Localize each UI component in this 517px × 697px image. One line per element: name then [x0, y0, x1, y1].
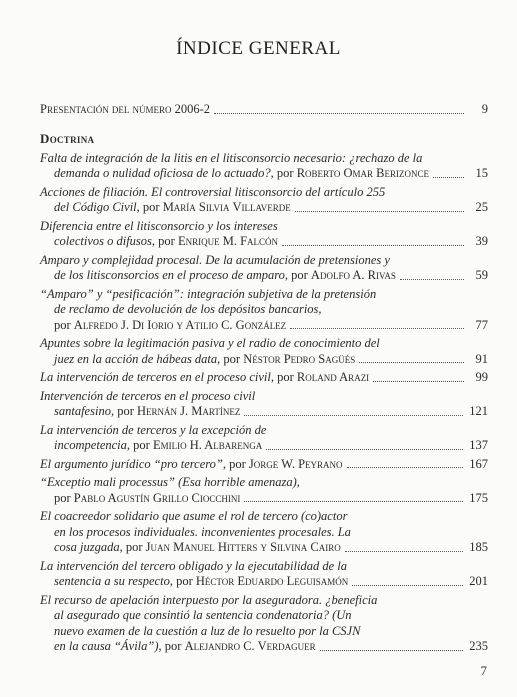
entry-authors: Néstor Pedro Sagüés: [243, 351, 356, 366]
entry-title-end: en la causa “Ávila”): [54, 639, 159, 653]
entry-last-line: [40, 318, 488, 334]
page-number: 15: [475, 166, 488, 180]
entry-title-end: El argumento jurídico “pro tercero”: [40, 456, 223, 471]
entry-title-line: La intervención del tercero obligado y la ejecutabilidad de la: [40, 558, 347, 573]
dot-leader: [266, 449, 463, 450]
entry-last-line: [40, 404, 488, 420]
toc-entry: [40, 559, 488, 590]
entry-title-end: incompetencia: [54, 438, 127, 452]
entry-authors: Jorge W. Peyrano: [248, 456, 343, 471]
page-number: 91: [475, 351, 488, 366]
page-number: 167: [469, 456, 488, 471]
entry-authors: Héctor Eduardo Leguisamón: [195, 574, 349, 588]
page-number: 9: [481, 102, 488, 116]
by-connector: , por: [119, 540, 146, 554]
entry-text: [54, 268, 396, 284]
entry-authors: María Silvia Villaverde: [162, 200, 291, 214]
entry-last-line: [40, 491, 488, 507]
entry-authors: Alfredo J. Di Iorio y Atilio C. González: [73, 317, 287, 332]
dot-leader: [373, 381, 464, 382]
page-number: 201: [469, 574, 488, 588]
entry-title-end: La intervención de terceros en el proceso civil: [40, 370, 271, 384]
entry-last-line: [40, 352, 488, 368]
toc-list: [40, 102, 488, 655]
entry-text: [54, 200, 291, 216]
entry-title-end: demanda o nulidad oficiosa de lo actuado?: [54, 166, 271, 180]
presentation-text: Presentación del número 2006-2: [40, 102, 211, 116]
toc-entry: [40, 253, 488, 284]
dot-leader: [400, 279, 464, 280]
entry-title-line: Apuntes sobre la legitimación pasiva y el radio de conocimiento del: [40, 336, 380, 350]
entry-title-line: al asegurado que consintió la sentencia condenatoria? (Un: [54, 608, 352, 622]
entry-authors: Emilio H. Albarenga: [152, 438, 263, 452]
dot-leader: [295, 211, 464, 212]
toc-entry: [40, 370, 488, 386]
page-title: ÍNDICE GENERAL: [176, 38, 341, 59]
entry-last-line: [40, 370, 488, 386]
entry-title-line: en los procesos individuales. inconvenientes procesales. La: [54, 524, 351, 539]
entry-title-line: de reclamo de devolución de los depósitos bancarios,: [54, 302, 322, 316]
by-connector: , por: [126, 438, 153, 452]
entry-last-line: [40, 574, 488, 590]
toc-entry: [40, 475, 488, 506]
toc-entry: [40, 151, 488, 182]
entry-text: [54, 438, 262, 454]
entry-title-end: de los litisconsorcios en el proceso de amparo: [54, 268, 285, 282]
entry-title-line: nuevo examen de la cuestión a luz de lo resuelto por la CSJN: [54, 623, 361, 638]
entry-authors: Adolfo A. Rivas: [310, 268, 396, 282]
entry-title-line: “Amparo” y “pesificación”: integración subjetiva de la pretensión: [40, 286, 377, 301]
by-connector: , por: [136, 200, 163, 214]
by-connector: , por: [270, 370, 297, 384]
entry-title-end: colectivos o difusos: [54, 234, 152, 248]
entry-title-line: Intervención de terceros en el proceso civil: [40, 388, 256, 403]
entry-authors: Roberto Omar Berizonce: [296, 166, 429, 180]
entry-last-line: [40, 200, 488, 216]
entry-title-end: del Código Civil: [54, 200, 137, 214]
page-number: 235: [469, 639, 488, 653]
entry-text: [54, 491, 240, 507]
entry-authors: Juan Manuel Hitters y Silvina Cairo: [145, 540, 341, 554]
entry-last-line: [40, 166, 488, 182]
entry-authors: Pablo Agustín Grillo Ciocchini: [73, 490, 241, 505]
entry-text: [40, 370, 369, 386]
toc-entry: [40, 423, 488, 454]
page-number: 39: [475, 234, 488, 248]
toc-entry: [40, 509, 488, 556]
by-connector: , por: [217, 351, 244, 366]
toc-entry: [40, 185, 488, 216]
toc-entry: [40, 593, 488, 655]
entry-authors: Roland Arazi: [296, 370, 370, 384]
dot-leader: [433, 177, 464, 178]
toc-entries: [40, 151, 488, 655]
by-connector: por: [54, 490, 74, 505]
dot-leader: [244, 501, 463, 502]
page-number: 185: [469, 540, 488, 554]
section-heading: Doctrina: [40, 130, 95, 146]
entry-authors: Alejandro C. Verdaguer: [184, 639, 316, 653]
dot-leader: [244, 415, 463, 416]
toc-entry: [40, 457, 488, 473]
entry-title-line: El recurso de apelación interpuesto por la aseguradora. ¿beneficia: [40, 592, 378, 607]
toc-presentation-row: [40, 102, 488, 118]
entry-text: [54, 318, 286, 334]
by-connector: , por: [169, 574, 196, 588]
page-number: 59: [475, 268, 488, 282]
page-number: 175: [469, 490, 488, 505]
entry-authors: Hernán J. Martínez: [137, 404, 241, 418]
entry-title-end: cosa juzgada: [54, 540, 120, 554]
toc-entry: [40, 219, 488, 250]
by-connector: , por: [110, 404, 137, 418]
by-connector: , por: [151, 234, 178, 248]
dot-leader: [282, 245, 464, 246]
toc-entry: [40, 389, 488, 420]
dot-leader: [214, 113, 464, 114]
entry-authors: Enrique M. Falcón: [177, 234, 279, 248]
by-connector: , por: [158, 639, 185, 653]
entry-title-end: sentencia a su respecto: [54, 574, 170, 588]
page-number: 121: [469, 404, 488, 418]
page-number: 25: [475, 200, 488, 214]
page-number: 77: [475, 317, 488, 332]
dot-leader: [347, 467, 464, 468]
folio-number: 7: [480, 663, 487, 678]
entry-title-line: El coacreedor solidario que asume el rol de tercero (co)actor: [40, 509, 348, 523]
entry-title-line: Diferencia entre el litisconsorcio y los intereses: [40, 218, 278, 233]
entry-text: [54, 404, 240, 420]
entry-last-line: [40, 234, 488, 250]
page-number: 99: [475, 370, 488, 384]
dot-leader: [359, 362, 464, 363]
entry-last-line: [40, 438, 488, 454]
page-number: 137: [469, 438, 488, 452]
dot-leader: [320, 650, 464, 651]
entry-title-line: “Exceptio mali processus” (Esa horrible amenaza),: [40, 475, 300, 489]
entry-last-line: [40, 457, 488, 473]
dot-leader: [290, 328, 464, 329]
by-connector: , por: [270, 166, 297, 180]
entry-last-line: [40, 639, 488, 655]
entry-title-line: La intervención de terceros y la excepción de: [40, 422, 267, 437]
dot-leader: [352, 585, 463, 586]
dot-leader: [345, 551, 464, 552]
entry-text: [40, 457, 343, 473]
by-connector: , por: [284, 268, 311, 282]
toc-entry: [40, 336, 488, 367]
entry-title-line: Falta de integración de la litis en el litisconsorcio necesario: ¿rechazo de la: [40, 150, 423, 165]
entry-text: [54, 166, 429, 182]
entry-text: [54, 639, 316, 655]
entry-title-line: Amparo y complejidad procesal. De la acumulación de pretensiones y: [40, 252, 390, 267]
entry-title-end: juez en la acción de hábeas data: [54, 351, 218, 366]
toc-entry: [40, 287, 488, 334]
entry-text: [54, 574, 348, 590]
by-connector: , por: [222, 456, 249, 471]
entry-text: [54, 352, 355, 368]
entry-last-line: [40, 540, 488, 556]
entry-title-end: santafesino: [54, 404, 111, 418]
entry-title-line: Acciones de filiación. El controversial litisconsorcio del artículo 255: [40, 184, 386, 199]
by-connector: por: [54, 317, 74, 332]
entry-text: [54, 234, 278, 250]
entry-last-line: [40, 268, 488, 284]
entry-text: [54, 540, 341, 556]
